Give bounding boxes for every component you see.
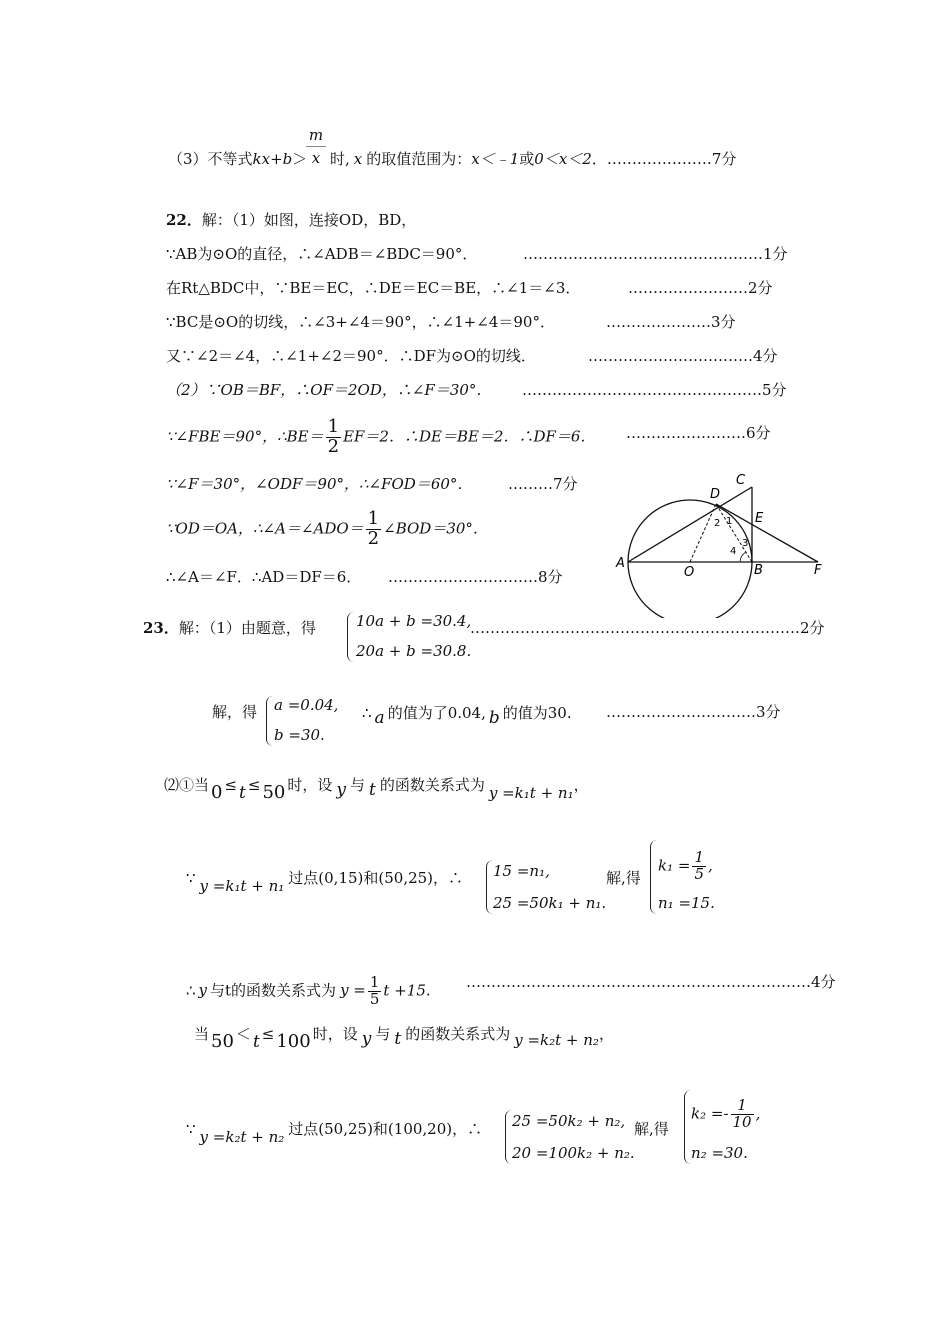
p23-part2-line4: 当 50 ＜ t ≤ 100 时，设 y 与 t 的函数关系式为 y =k₂t + n₂， xyxy=(194,1025,614,1052)
p22-line4: 又∵∠2＝∠4，∴∠1+∠2＝90°．∴DF为⊙O的切线． xyxy=(166,347,536,365)
system1-eq1: 10a + b =30.4, xyxy=(356,612,472,630)
system2-eq1: a =0.04, xyxy=(274,696,339,714)
p22-line2: 在Rt△BDC中，∵BE＝EC，∴DE＝EC＝BE，∴∠1＝∠3． xyxy=(166,279,581,297)
p22-line9: ∴∠A＝∠F．∴AD＝DF＝6． xyxy=(166,568,362,586)
p22-score6: ……………………6分 xyxy=(626,424,771,442)
system3-eq1: 15 =n₁, xyxy=(493,862,550,880)
system3-brace xyxy=(486,860,493,914)
p23-ab-values: ∴ a 的值为了0.04, b 的值为30. xyxy=(362,704,572,728)
system4-brace xyxy=(650,840,657,914)
angle-arc xyxy=(740,552,746,562)
system5-brace xyxy=(505,1110,512,1164)
p23-solve3: 解,得 xyxy=(634,1120,669,1138)
system6-eq2: n₂ =30. xyxy=(691,1144,748,1162)
system2-eq2: b =30. xyxy=(274,726,325,744)
p23-solve-label: 解，得 xyxy=(212,703,258,721)
p23-solve2: 解,得 xyxy=(606,869,641,887)
angle-2: 2 xyxy=(714,518,721,529)
half-fraction: $\frac{1}{2}$ xyxy=(327,416,340,457)
p22-score7: ………7分 xyxy=(508,475,578,493)
label-c: C xyxy=(736,473,746,488)
p23-part2-line2: ∵ y =k₁t + n₁ 过点(0,15)和(50,25)，∴ xyxy=(186,869,464,895)
geometry-figure xyxy=(612,466,844,618)
angle-1: 1 xyxy=(726,516,733,527)
p22-line6: ∵∠FBE＝90°，∴BE＝ $\frac{1}{2}$ EF＝2．∴DE＝BE＝2．∴DF＝6． xyxy=(166,416,596,457)
half-fraction-2: $\frac{1}{2}$ xyxy=(367,508,380,549)
p23-part2-line3: ∴ y 与t的函数关系式为 y = $\frac{1}{5}$ t +15. xyxy=(186,973,431,1008)
p23-header: 23．解：（1）由题意，得 xyxy=(143,619,316,637)
label-f: F xyxy=(814,563,822,578)
system1-eq2: 20a + b =30.8. xyxy=(356,642,472,660)
p23-score1: …………………………………………………………2分 xyxy=(470,619,825,637)
segment-od xyxy=(690,504,716,562)
p23-part2-line1: ⑵①当 0 ≤ t ≤ 50 时，设 y 与 t 的函数关系式为 y =k₁t + n₁， xyxy=(164,776,589,803)
system5-eq2: 20 =100k₂ + n₂. xyxy=(512,1144,635,1162)
p22-score2: ……………………2分 xyxy=(628,279,773,297)
p22-line3: ∵BC是⊙O的切线，∴∠3+∠4＝90°，∴∠1+∠4＝90°． xyxy=(166,313,555,331)
p22-line8: ∵OD＝OA，∴∠A＝∠ADO＝ $\frac{1}{2}$ ∠BOD＝30°． xyxy=(166,508,488,549)
p22-score3: …………………3分 xyxy=(606,313,736,331)
p21-fraction: m x xyxy=(306,128,326,166)
p22-score9: …………………………8分 xyxy=(388,568,563,586)
system4-eq2: n₁ =15. xyxy=(658,894,715,912)
angle-4: 4 xyxy=(730,546,737,557)
p21-part3: （3）不等式kx+b＞ xyxy=(168,150,308,168)
system6-brace xyxy=(684,1090,691,1164)
system5-eq1: 25 =50k₂ + n₂, xyxy=(512,1112,626,1130)
p22-line5: （2）∵OB＝BF，∴OF＝2OD，∴∠F＝30°． xyxy=(166,381,492,399)
system2-brace xyxy=(266,696,273,746)
p23-score4: ……………………………………………………………4分 xyxy=(466,973,836,991)
p22-score4: ……………………………4分 xyxy=(588,347,778,365)
p22-line1: ∵AB为⊙O的直径，∴∠ADB＝∠BDC＝90°． xyxy=(166,245,478,263)
system1-brace xyxy=(347,612,354,662)
label-o: O xyxy=(684,565,695,580)
p22-score5: …………………………………………5分 xyxy=(522,381,787,399)
label-b: B xyxy=(754,563,763,578)
p22-score1: …………………………………………1分 xyxy=(523,245,788,263)
label-a: A xyxy=(616,556,625,571)
label-d: D xyxy=(710,487,721,502)
p23-score2: …………………………3分 xyxy=(606,703,781,721)
p22-header: 22．解：（1）如图，连接OD，BD， xyxy=(166,211,417,229)
p21-rest: 时, x 的取值范围为：x＜﹣1或0＜x＜2．…………………7分 xyxy=(330,150,737,168)
system4-eq1: k₁ = $\frac{1}{5}$ , xyxy=(658,848,713,883)
angle-3: 3 xyxy=(742,538,749,549)
one-fifth-fraction: $\frac{1}{5}$ xyxy=(369,973,380,1008)
p23-part2-line5: ∵ y =k₂t + n₂ 过点(50,25)和(100,20)，∴ xyxy=(186,1120,483,1146)
system6-eq1: k₂ =- $\frac{1}{10}$ , xyxy=(691,1096,761,1131)
system3-eq2: 25 =50k₁ + n₁. xyxy=(493,894,607,912)
p22-line7: ∵∠F＝30°，∠ODF＝90°，∴∠FOD＝60°． xyxy=(166,475,473,493)
label-e: E xyxy=(755,511,764,526)
circle-o xyxy=(628,500,752,618)
